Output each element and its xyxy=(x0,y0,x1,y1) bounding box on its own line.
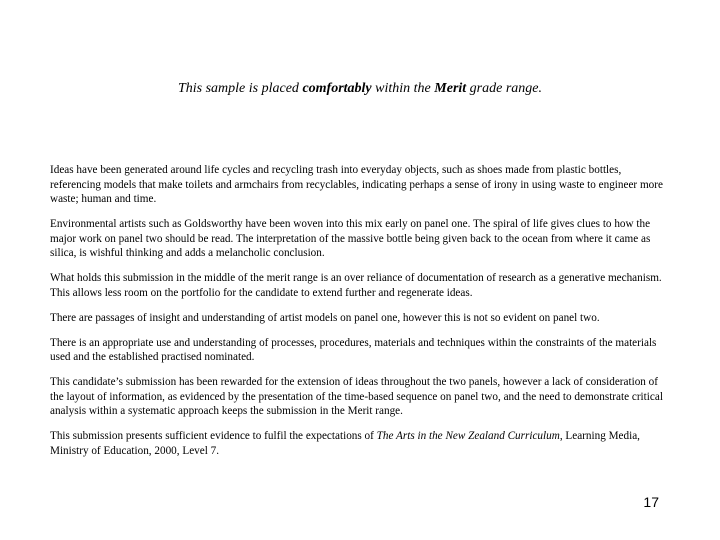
grade-statement-heading xyxy=(0,80,720,98)
heading-text-1: This sample is placed xyxy=(177,81,303,96)
heading-emphasis-merit: Merit xyxy=(434,81,467,96)
paragraph-insight: There are passages of insight and understanding of artist models on panel one, however this is not so evident on panel two. xyxy=(50,311,600,324)
paragraph-ideas: Ideas have been generated around life cycles and recycling trash into everyday objects, such as shoes made from plastic bottles, referencing models that make toilets and armchairs from recyclables, indicating perhaps a sense of irony in using waste to engineer more waste; human and time. xyxy=(50,164,663,205)
evidence-text-before: This submission presents sufficient evidence to fulfil the expectations of xyxy=(50,430,377,442)
curriculum-title: The Arts in the New Zealand Curriculum xyxy=(376,430,560,442)
page-number: 17 xyxy=(643,494,659,510)
assessment-body xyxy=(50,163,672,469)
heading-emphasis-comfortably: comfortably xyxy=(302,81,372,96)
paragraph-processes: There is an appropriate use and understanding of processes, procedures, materials and techniques within the constraints of the materials used and the established practised nominated. xyxy=(50,336,657,363)
paragraph-rewarded: This candidate’s submission has been rewarded for the extension of ideas throughout the two panels, however a lack of consideration of the layout of information, as evidenced by the presentation of the time-based sequence on panel two, and the need to demonstrate critical analysis within a systematic approach keeps the submission in the Merit range. xyxy=(50,376,663,417)
heading-text-3: grade range. xyxy=(466,81,542,96)
evidence-text-after: , Learning Media, Ministry of Education, 2000, Level 7. xyxy=(50,430,640,457)
paragraph-evidence xyxy=(50,429,672,458)
heading-text-2: within the xyxy=(371,81,435,96)
paragraph-environmental-artists: Environmental artists such as Goldsworthy have been woven into this mix early on panel one. The spiral of life gives clues to how the major work on panel two should be read. The interpretation of the massive bottle being given back to the ocean from where it came as silica, is wishful thinking and adds a melancholic conclusion. xyxy=(50,218,651,259)
paragraph-merit-middle: What holds this submission in the middle of the merit range is an over reliance of documentation of research as a generative mechanism. This allows less room on the portfolio for the candidate to extend further and regenerate ideas. xyxy=(50,272,662,299)
